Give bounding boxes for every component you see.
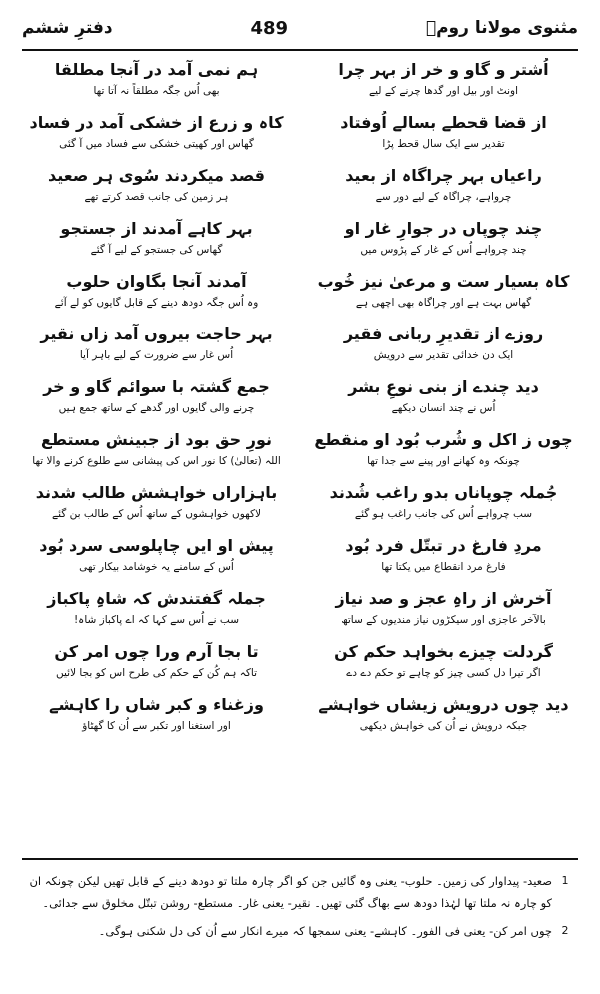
urdu-translation: تاکہ ہم کُن کے حکم کی طرح اس کو بجا لائیں (55, 666, 258, 679)
persian-verse: ہم نمی آمد در آنجا مطلقا (54, 60, 259, 79)
urdu-translation: گھاس بہت ہے اور چراگاہ بھی اچھی ہے (355, 296, 532, 309)
urdu-translation: فارغ مرد انقطاع میں یکتا تھا (381, 561, 506, 574)
couplet (22, 585, 291, 638)
urdu-translation: ایک دن خدائی تقدیر سے درویش (373, 349, 514, 362)
couplet (309, 479, 578, 532)
persian-verse: گردلت چیزے بخواہد حکم کن (334, 641, 553, 661)
persian-verse: وزغناء و کبر شاں را کاہشے (49, 694, 264, 714)
urdu-translation: چند چرواہے اُس کے غار کے پڑوس میں (360, 243, 527, 256)
persian-verse: بہر کاہے آمدند از جستجو (60, 218, 253, 238)
couplet (309, 691, 578, 744)
volume-title: دفترِ ششم (22, 18, 113, 38)
urdu-translation: ہر زمین کی جانب قصد کرتے تھے (84, 190, 229, 203)
urdu-translation: اور استغنا اور تکبر سے اُن کا گھٹاؤ (82, 719, 231, 732)
urdu-translation: جبکہ درویش نے اُن کی خواہش دیکھی (359, 719, 528, 732)
footnotes (22, 870, 578, 948)
couplet (22, 691, 291, 744)
couplet (309, 320, 578, 373)
couplet (22, 638, 291, 691)
persian-verse: نورِ حق بود از جبینش مستطع (41, 430, 272, 450)
persian-verse: اُشتر و گاو و خر از بہر چرا (338, 60, 549, 79)
book-title: مثنوی مولانا رومؒ (425, 18, 578, 38)
persian-verse: مردِ فارغ در تبتّل فرد بُود (345, 536, 542, 556)
couplet (22, 109, 291, 162)
persian-verse: چوں ز اکل و شُرب بُود او منقطع (314, 430, 573, 450)
persian-verse: جملہ گفتندش کہ شاہِ پاکباز (47, 588, 266, 608)
urdu-translation: اُس نے چند انسان دیکھے (391, 402, 496, 415)
urdu-translation: تقدیر سے ایک سال قحط پڑا (382, 137, 505, 150)
couplet (22, 426, 291, 479)
persian-verse: باہزاراں خواہشش طالب شدند (35, 483, 278, 503)
verse-columns (22, 56, 578, 852)
couplet (309, 109, 578, 162)
persian-verse: از قضا قحطے بسالے اُوفتاد (340, 112, 547, 132)
column-separator (291, 56, 309, 852)
urdu-translation: وہ اُس جگہ دودھ دینے کے قابل گایوں کو لے آئے (54, 296, 259, 309)
urdu-translation: اونٹ اور بیل اور گدھا چرنے کے لیے (368, 85, 519, 97)
urdu-translation: چونکہ وہ کھانے اور پینے سے جدا تھا (367, 455, 520, 468)
couplet (22, 56, 291, 109)
couplet (309, 56, 578, 109)
persian-verse: جُملہ چوپاناں بدو راغب شُدند (329, 483, 558, 503)
couplet (22, 320, 291, 373)
urdu-translation: اُس کے سامنے یہ خوشامد بیکار تھی (79, 561, 234, 574)
persian-verse: قصد میکردند سُوی ہر صعید (48, 165, 265, 185)
couplet (309, 162, 578, 215)
urdu-translation: لاکھوں خواہشوں کے ساتھ اُس کے طالب بن گئے (51, 508, 262, 521)
couplet (309, 426, 578, 479)
persian-verse: پیش او ایں چاپلوسی سرد بُود (39, 536, 274, 556)
couplet (309, 215, 578, 268)
couplet (309, 268, 578, 321)
persian-verse: راعیاں بہر چراگاہ از بعید (345, 165, 542, 185)
urdu-translation: گھاس کی جستجو کے لیے آ گئے (90, 243, 223, 256)
footnote-number: 1 (561, 874, 569, 887)
persian-verse: دید چندے از بنی نوعِ بشر (348, 377, 539, 397)
persian-verse: آمدند آنجا بگاوان حلوب (66, 271, 247, 291)
persian-verse: بہر حاجت بیروں آمد زاں نقیر (40, 324, 273, 344)
couplet (309, 585, 578, 638)
urdu-translation: چرنے والی گایوں اور گدھے کے ساتھ جمع ہیں (58, 402, 255, 415)
footnote-text: صعید- پیداوار کی زمین۔ حلوب- یعنی وہ گائیں جن کو اگر چارہ ملتا تو دودھ دینے کے قابل تھیں لیکن چونکہ ان کو چارہ نہ ملتا تھا لہٰذا دودھ سے بھاگ گئی تھیں۔ نقیر- یعنی غار۔ مستطع- روشن تبتّل مخلوق سے جدائی۔ (29, 874, 552, 910)
footnote (22, 870, 578, 914)
couplet (309, 373, 578, 426)
couplet (22, 373, 291, 426)
couplet (22, 479, 291, 532)
footnote (22, 920, 578, 942)
urdu-translation: اُس غار سے ضرورت کے لیے باہر آیا (79, 349, 234, 362)
urdu-translation: اگر تیرا دل کسی چیز کو چاہے تو حکم دے دے (346, 666, 541, 679)
page-header (22, 8, 578, 48)
urdu-translation: اللہ (تعالیٰ) کا نور اس کی پیشانی سے طلوع کرنے والا تھا (32, 455, 281, 468)
right-column (309, 56, 578, 852)
couplet (309, 532, 578, 585)
couplet (22, 268, 291, 321)
persian-verse: کاہ بسیار ست و مرعیٰ نیز خُوب (317, 271, 570, 291)
couplet (22, 162, 291, 215)
footnote-number: 2 (561, 924, 569, 937)
header-rule (22, 49, 578, 51)
urdu-translation: گھاس اور کھیتی خشکی سے فساد میں آ گئی (59, 137, 254, 150)
urdu-translation: بھی اُس جگہ مطلقاً نہ آتا تھا (93, 85, 220, 97)
page-number: 489 (250, 17, 289, 39)
urdu-translation: بالآخر عاجزی اور سیکڑوں نیاز مندیوں کے ساتھ (341, 613, 546, 626)
persian-verse: کاہ و زرع از خشکی آمد در فساد (29, 112, 284, 132)
left-column (22, 56, 291, 852)
persian-verse: آخرش از راہِ عجز و صد نیاز (335, 588, 552, 608)
footnote-text: چوں امر کن- یعنی فی الفور۔ کاہشے- یعنی سمجھا کہ میرے انکار سے اُن کی دل شکنی ہوگی۔ (98, 924, 552, 938)
couplet (22, 215, 291, 268)
footnote-rule (22, 858, 578, 860)
urdu-translation: سب چرواہے اُس کی جانب راغب ہو گئے (354, 508, 533, 521)
persian-verse: چند چوپاں در جوارِ غار او (344, 218, 543, 238)
persian-verse: جمع گشتہ با سوائم گاو و خر (43, 377, 270, 397)
urdu-translation: سب نے اُس سے کہا کہ اے پاکباز شاہ! (73, 613, 240, 626)
urdu-translation: چرواہے، چراگاہ کے لیے دور سے (375, 190, 512, 203)
couplet (22, 532, 291, 585)
persian-verse: تا بجا آرم ورا چوں امر کن (54, 641, 259, 661)
persian-verse: روزے از تقدیرِ ربانی فقیر (343, 324, 544, 344)
couplet (309, 638, 578, 691)
persian-verse: دید چوں درویش زیشاں خواہشے (318, 694, 569, 714)
